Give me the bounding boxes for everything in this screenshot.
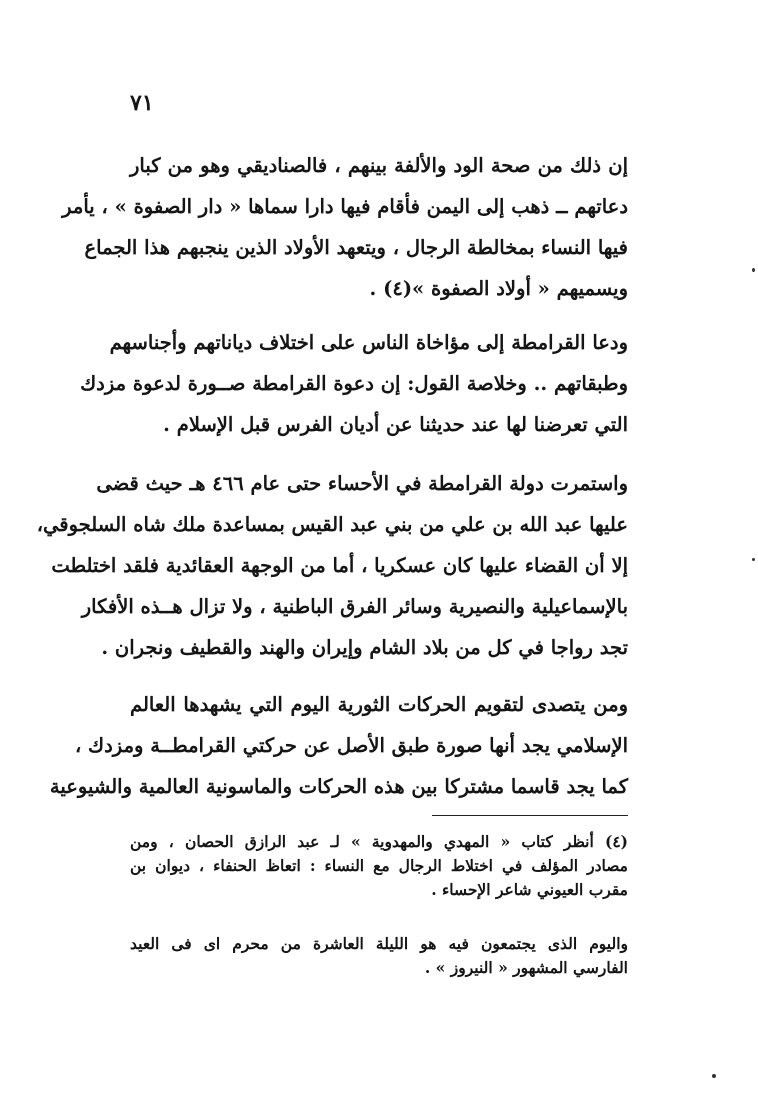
paragraph-2 <box>80 322 628 445</box>
text-line: كما يجد قاسما مشتركا بين هذه الحركات والماسونية العالمية والشيوعية <box>49 775 628 798</box>
footnote-line: الفارسي المشهور « النيروز » . <box>424 958 628 977</box>
text-line: تجد رواجا في كل من بلاد الشام وإيران والهند والقطيف ونجران . <box>101 636 628 659</box>
footnote-line: مصادر المؤلف في اختلاط الرجال مع النساء : اتعاظ الحنفاء ، ديوان بن <box>130 856 628 875</box>
footnote-line: مقرب العيوني شاعر الإحساء . <box>431 880 628 899</box>
paragraph-4 <box>49 684 628 807</box>
text-line: بالإسماعيلية والنصيرية وسائر الفرق الباطنية ، ولا تزال هــذه الأفكار <box>81 595 628 618</box>
text-line: ومن يتصدى لتقويم الحركات الثورية اليوم التي يشهدها العالم <box>130 693 628 716</box>
text-line: عليها عبد الله بن علي من بني عبد القيس بمساعدة ملك شاه السلجوقي، <box>36 513 628 536</box>
text-line: ودعا القرامطة إلى مؤاخاة الناس على اختلاف دياناتهم وأجناسهم <box>109 331 628 354</box>
text-line: فيها النساء بمخالطة الرجال ، ويتعهد الأولاد الذين ينجبهم هذا الجماع <box>84 236 628 259</box>
footnote-1 <box>130 830 628 902</box>
text-line: وطبقاتهم .. وخلاصة القول: إن دعوة القرامطة صــورة لدعوة مزدك <box>80 372 628 395</box>
paragraph-1 <box>62 145 628 309</box>
scan-speck <box>752 268 755 272</box>
footnote-separator <box>432 815 628 816</box>
footnote-line: واليوم الذى يجتمعون فيه هو الليلة العاشرة من محرم اى فى العيد <box>130 934 628 953</box>
scan-speck <box>712 1074 716 1078</box>
text-line: التي تعرضنا لها عند حديثنا عن أديان الفرس قبل الإسلام . <box>163 413 628 436</box>
text-line: إن ذلك من صحة الود والألفة بينهم ، فالصناديقي وهو من كبار <box>130 154 628 177</box>
text-line: دعاتهم ــ ذهب إلى اليمن فأقام فيها دارا سماها « دار الصفوة » ، يأمر <box>62 195 628 218</box>
paragraph-3 <box>36 463 628 668</box>
text-line: واستمرت دولة القرامطة في الأحساء حتى عام ٤٦٦ هـ حيث قضى <box>96 472 628 495</box>
text-line: الإسلامي يجد أنها صورة طبق الأصل عن حركتي القرامطــة ومزدك ، <box>74 734 628 757</box>
text-line: إلا أن القضاء عليها كان عسكريا ، أما من الوجهة العقائدية فلقد اختلطت <box>51 554 628 577</box>
footnote-2 <box>130 932 628 980</box>
page-number: ٧١ <box>130 90 154 116</box>
footnote-line: (٤) أنظر كتاب « المهدي والمهدوية » لـ عبد الرازق الحصان ، ومن <box>130 832 628 851</box>
text-line: ويسميهم « أولاد الصفوة »(٤) . <box>369 277 628 300</box>
scan-speck <box>752 558 755 561</box>
